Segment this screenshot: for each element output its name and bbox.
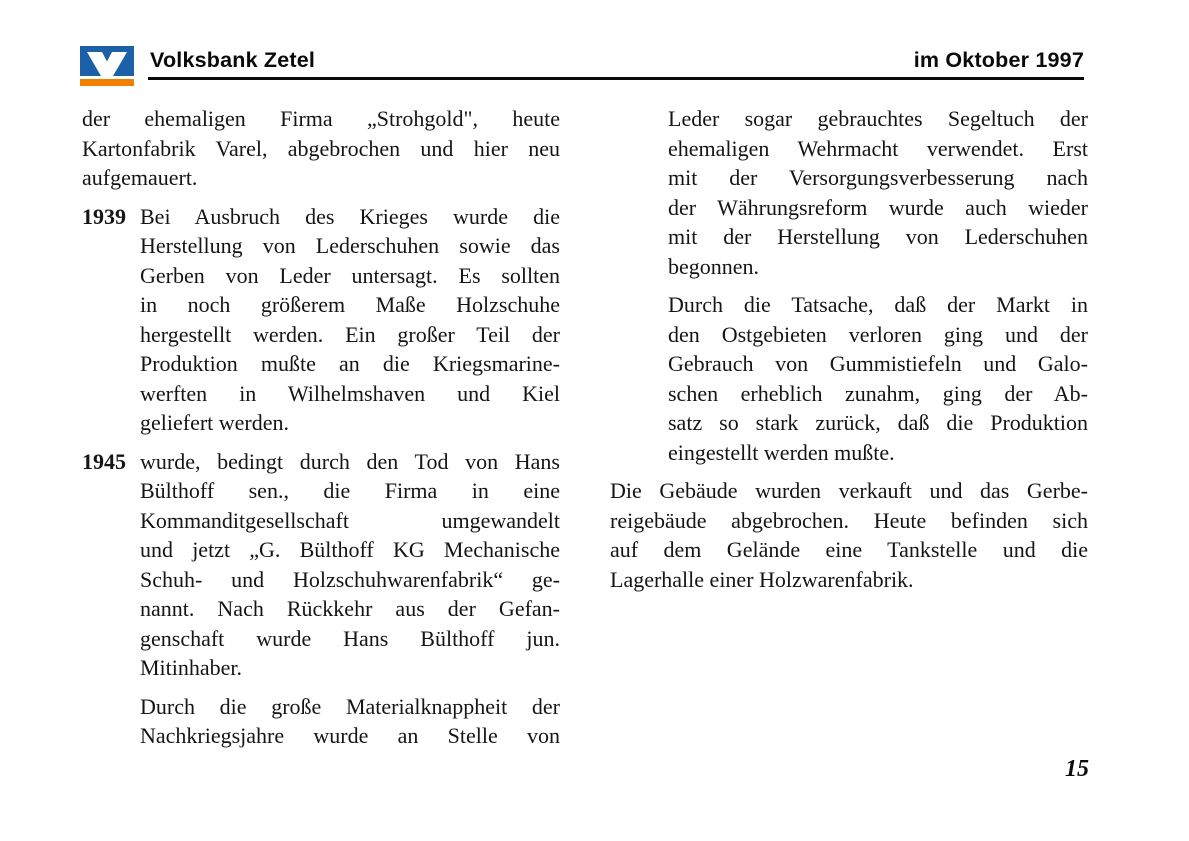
text-line: und jetzt „G. Bülthoff KG Mechanische [140,537,560,562]
text-line: genschaft wurde Hans Bülthoff jun. [140,625,560,651]
text-line: Lagerhalle einer Holzwarenfabrik. [610,566,914,592]
text-line: reigebäude abgebrochen. Heute befinden sich [610,507,1088,533]
text-line: den Ostgebieten verloren ging und der [668,321,1088,347]
paragraph [610,104,1088,281]
text-line: Bei Ausbruch des Krieges wurde die [140,203,560,229]
volksbank-logo-icon [80,46,134,86]
year-entry-1945 [82,447,560,683]
text-line: hergestellt werden. Ein großer Teil der [140,321,560,347]
text-line: Kartonfabrik Varel, abgebrochen und hier neu [82,135,560,161]
text-line: Mitinhaber. [140,655,243,680]
text-line: mit der Herstellung von Lederschuhen [668,224,1088,249]
text-line: in noch größerem Maße Holzschuhe [140,292,560,317]
text-line: Bülthoff sen., die Firma in eine [140,478,560,503]
paragraph [82,692,560,751]
text-line: aufgemauert. [82,165,198,190]
right-column [610,104,1088,603]
page-number: 15 [1065,756,1089,782]
text-line: geliefert werden. [140,410,290,435]
text-line: Leder sogar gebrauchtes Segeltuch der [668,106,1088,131]
paragraph [82,104,560,193]
text-line: Schuh- und Holzschuhwarenfabrik“ ge- [140,566,560,592]
text-line: werften in Wilhelmshaven und Kiel [140,380,560,406]
text-line: begonnen. [668,253,760,279]
text-line: Die Gebäude wurden verkauft und das Gerbe- [610,478,1088,503]
text-line: Gerben von Leder untersagt. Es sollten [140,262,560,288]
text-line: ehemaligen Wehrmacht verwendet. Erst [668,135,1088,161]
header-bank-name: Volksbank Zetel [150,48,316,72]
text-line: auf dem Gelände eine Tankstelle und die [610,537,1088,562]
paragraph [610,476,1088,594]
year-label: 1945 [82,448,126,474]
text-line: der ehemaligen Firma „Strohgold", heute [82,106,560,131]
year-label: 1939 [82,203,126,229]
text-line: Gebrauch von Gummistiefeln und Galo- [668,351,1088,376]
left-column [82,104,560,760]
header-divider [148,77,1084,80]
text-line: Nachkriegsjahre wurde an Stelle von [140,723,560,748]
text-line: mit der Versorgungsverbesserung nach [668,165,1088,190]
text-line: nannt. Nach Rückkehr aus der Gefan- [140,596,560,621]
header-date: im Oktober 1997 [913,48,1084,72]
text-line: wurde, bedingt durch den Tod von Hans [140,448,560,474]
text-line: Herstellung von Lederschuhen sowie das [140,233,560,258]
year-entry-1939 [82,202,560,438]
text-line: der Währungsreform wurde auch wieder [668,194,1088,220]
text-line: satz so stark zurück, daß die Produktion [668,410,1088,435]
text-line: schen erheblich zunahm, ging der Ab- [668,380,1088,406]
text-line: Durch die große Materialknappheit der [140,693,560,719]
text-line: Durch die Tatsache, daß der Markt in [668,292,1088,317]
text-line: Kommanditgesellschaft umgewandelt [140,507,560,533]
text-line: eingestellt werden mußte. [668,439,895,465]
paragraph [610,290,1088,467]
text-line: Produktion mußte an die Kriegsmarine- [140,351,560,376]
